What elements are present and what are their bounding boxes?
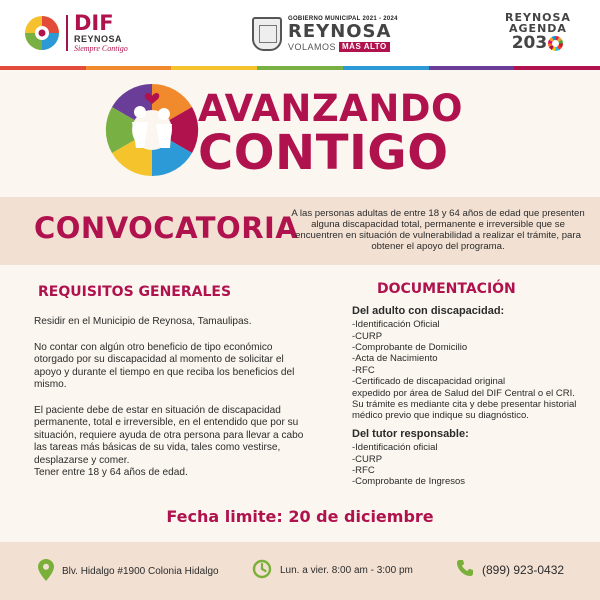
footer-address[interactable]	[38, 559, 219, 584]
agenda-2030-logo[interactable]	[505, 12, 571, 52]
footer-phone[interactable]	[456, 559, 564, 580]
list-item: -CURP	[352, 330, 383, 342]
stripe-segment	[0, 66, 86, 70]
agenda-year-b: 3	[535, 33, 548, 53]
tutor-heading: Del tutor responsable:	[352, 428, 469, 440]
stripe-segment	[86, 66, 172, 70]
adulto-heading: Del adulto con discapacidad:	[352, 305, 505, 317]
gobierno-name: REYNOSA	[288, 21, 392, 42]
agenda-year	[505, 35, 571, 52]
dif-divider	[66, 15, 68, 51]
list-item: -RFC	[352, 364, 375, 376]
color-stripe	[0, 66, 600, 70]
stripe-segment	[514, 66, 600, 70]
gobierno-logo[interactable]	[252, 16, 398, 52]
list-item: -Acta de Nacimiento	[352, 353, 438, 365]
footer-phone-text: (899) 923-0432	[482, 562, 565, 577]
requisito-paragraph: Residir en el Municipio de Reynosa, Tamaulipas.	[34, 316, 252, 327]
dif-logo[interactable]	[24, 13, 128, 53]
documentacion-title: DOCUMENTACIÓN	[377, 281, 516, 297]
gobierno-small: GOBIERNO MUNICIPAL 2021 - 2024	[288, 16, 398, 22]
gobierno-slogan-row	[288, 42, 398, 52]
footer-address-text: Blv. Hidalgo #1900 Colonia Hidalgo	[62, 566, 219, 577]
list-item: -CURP	[352, 453, 383, 465]
list-item: expedido por área de Salud del DIF Central o el CRI.	[352, 387, 575, 399]
gobierno-slogan-pill: MÁS ALTO	[339, 42, 390, 52]
list-item: -RFC	[352, 464, 375, 476]
list-item: Su trámite es mediante cita y debe presentar historial médico previo que indique su diagnóstico.	[352, 398, 577, 422]
agenda-line2: AGENDA	[509, 22, 567, 35]
list-item: -Identificación Oficial	[352, 319, 440, 331]
footer-hours-text: Lun. a vier. 8:00 am - 3:00 pm	[280, 565, 413, 576]
documentacion-adulto	[352, 305, 592, 422]
convocatoria-description: A las personas adultas de entre 18 y 64 años de edad que presenten alguna discapacidad total, permanente e irreversible que se encuentren en situación de vulnerabilidad a realizar el trámite, para obtener el apoyo del programa.	[291, 208, 585, 253]
hero-title	[198, 87, 463, 181]
location-pin-icon	[38, 559, 54, 584]
requisito-paragraph: Tener entre 18 y 64 años de edad.	[34, 467, 188, 479]
agenda-year-a: 20	[511, 33, 536, 53]
documentacion-tutor	[352, 428, 592, 488]
list-item: -Comprobante de Ingresos	[352, 476, 466, 488]
clock-icon	[252, 559, 272, 582]
dif-swirl-icon	[24, 15, 60, 51]
requisito-paragraph: No contar con algún otro beneficio de tipo económico otorgado por su discapacidad al momento de solicitar el apoyo y durante el tiempo en que reciba los beneficios del mismo.	[34, 341, 295, 391]
stripe-segment	[257, 66, 343, 70]
avanzando-contigo-logo-icon	[104, 82, 200, 178]
stripe-segment	[429, 66, 515, 70]
requisito-paragraph: El paciente debe de estar en situación de discapacidad permanente, total e irreversible, en el entendido que por su situación, requiere ayuda de otra persona para llevar a cabo las tareas más básicas de su vida, tales como vestirse, desplazarse y comer.	[34, 404, 304, 466]
requisitos-body	[34, 316, 304, 480]
header-bar	[0, 0, 600, 66]
convocatoria-title: CONVOCATORIA	[34, 211, 299, 245]
gobierno-slogan: VOLAMOS	[288, 41, 337, 52]
stripe-segment	[171, 66, 257, 70]
shield-icon	[252, 17, 282, 51]
list-item: -Certificado de discapacidad original	[352, 376, 506, 388]
hero-line1: AVANZANDO	[198, 87, 463, 130]
sdg-wheel-icon	[548, 36, 563, 51]
agenda-line1: REYNOSA	[505, 11, 571, 24]
phone-icon	[456, 559, 474, 580]
requisitos-title: REQUISITOS GENERALES	[38, 284, 232, 300]
gobierno-wordmark	[288, 16, 398, 52]
list-item: -Identificación oficial	[352, 442, 438, 454]
stripe-segment	[343, 66, 429, 70]
footer-hours	[252, 559, 413, 582]
dif-subtitle: REYNOSA	[74, 34, 123, 44]
deadline-text: Fecha limite: 20 de diciembre	[166, 507, 434, 526]
hero-line2: CONTIGO	[198, 125, 449, 181]
dif-wordmark	[74, 13, 128, 53]
list-item: -Comprobante de Domicilio	[352, 341, 468, 353]
dif-tagline: Siempre Contigo	[74, 44, 128, 53]
dif-title: DIF	[74, 11, 114, 35]
